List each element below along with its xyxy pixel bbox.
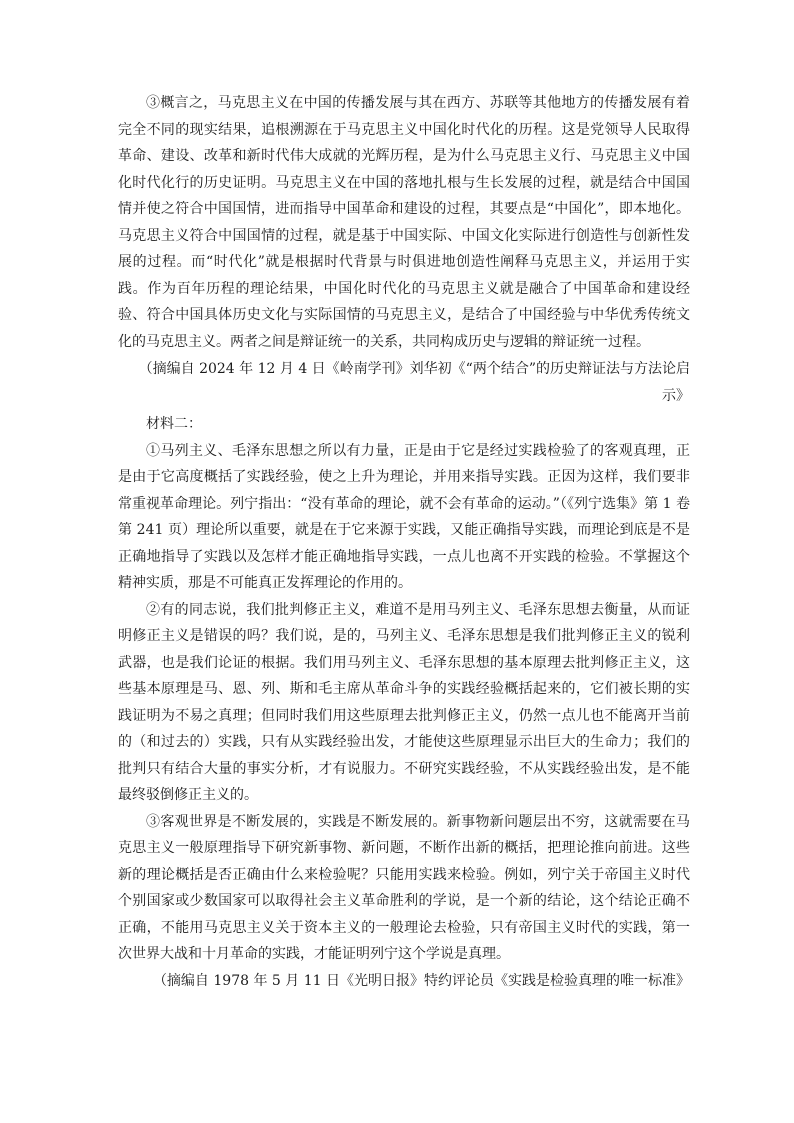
paragraph-2-1: ①马列主义、毛泽东思想之所以有力量，正是由于它是经过实践检验了的客观真理，正是由于它高度概括了实践经验，使之上升为理论，并用来指导实践。正因为这样，我们要非常重视革命理论。列宁指出：“没有革命的理论，就不会有革命的运动。”（《列宁选集》第 1 卷第 241 页）理论所以重要，就是在于它来源于实践，又能正确指导实践，而理论到底是不是正确地指导了实践以及怎样才能正确地指导实践，一点儿也离不开实践的检验。不掌握这个精神实质，那是不可能真正发挥理论的作用的。 — [118, 442, 690, 591]
source-citation-1: （摘编自 2024 年 12 月 4 日《岭南学刊》刘华初《“两个结合”的历史辩证法与方法论启示》 — [138, 361, 690, 404]
material-2-label: 材料二： — [146, 416, 202, 432]
source-citation-2: （摘编自 1978 年 5 月 11 日《光明日报》特约评论员《实践是检验真理的唯一标准》 — [152, 972, 690, 989]
paragraph-2-3: ③客观世界是不断发展的，实践是不断发展的。新事物新问题层出不穷，这就需要在马克思主义一般原理指导下研究新事物、新问题，不断作出新的概括，把理论推向前进。这些新的理论概括是否正确由什么来检验呢？只能用实践来检验。例如，列宁关于帝国主义时代个别国家或少数国家可以取得社会主义革命胜利的学说，是一个新的结论，这个结论正确不正确，不能用马克思主义关于资本主义的一般理论去检验，只有帝国主义时代的实践，第一次世界大战和十月革命的实践，才能证明列宁这个学说是真理。 — [118, 813, 690, 962]
paragraph-1-3: ③概言之，马克思主义在中国的传播发展与其在西方、苏联等其他地方的传播发展有着完全不同的现实结果，追根溯源在于马克思主义中国化时代化的历程。这是党领导人民取得革命、建设、改革和新时代伟大成就的光辉历程，是为什么马克思主义行、马克思主义中国化时代化行的历史证明。马克思主义在中国的落地扎根与生长发展的过程，就是结合中国国情并使之符合中国国情，进而指导中国革命和建设的过程，其要点是“中国化”，即本地化。马克思主义符合中国国情的过程，就是基于中国实际、中国文化实际进行创造性与创新性发展的过程。而“时代化”就是根据时代背景与时俱进地创造性阐释马克思主义，并运用于实践。作为百年历程的理论结果，中国化时代化的马克思主义就是融合了中国革命和建设经验、符合中国具体历史文化与实际国情的马克思主义，是结合了中国经验与中华优秀传统文化的马克思主义。两者之间是辩证统一的关系，共同构成历史与逻辑的辩证统一过程。 — [118, 95, 690, 350]
document-page — [118, 90, 690, 994]
paragraph-2-2: ②有的同志说，我们批判修正主义，难道不是用马列主义、毛泽东思想去衡量，从而证明修正主义是错误的吗？我们说，是的，马列主义、毛泽东思想是我们批判修正主义的锐利武器，也是我们论证的根据。我们用马列主义、毛泽东思想的基本原理去批判修正主义，这些基本原理是马、恩、列、斯和毛主席从革命斗争的实践经验概括起来的，它们被长期的实践证明为不易之真理；但同时我们用这些原理去批判修正主义，仍然一点儿也不能离开当前的（和过去的）实践，只有从实践经验出发，才能使这些原理显示出巨大的生命力；我们的批判只有结合大量的事实分析，才有说服力。不研究实践经验，不从实践经验出发，是不能最终驳倒修正主义的。 — [118, 601, 690, 803]
